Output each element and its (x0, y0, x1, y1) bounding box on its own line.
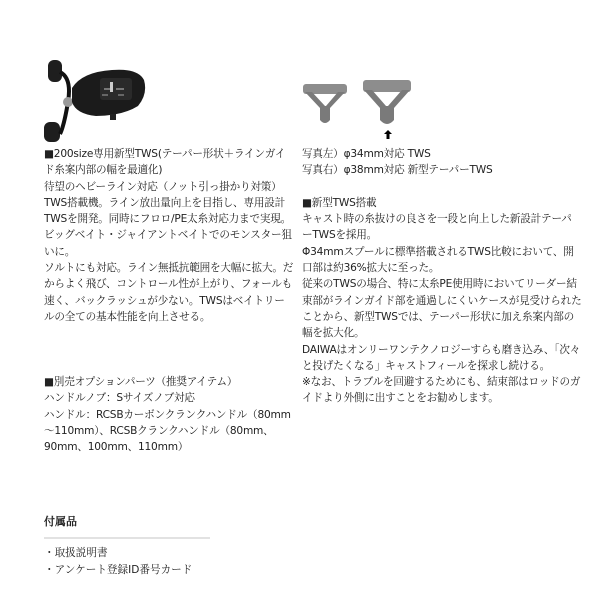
section-heading-options: ■別売オプションパーツ（推奨アイテム） (44, 376, 238, 389)
photo-caption-right: 写真右）φ38mm対応 新型テーパーTWS (302, 164, 493, 177)
body-text: ソルトにも対応。ライン無抵抗範囲を大幅に拡大。だからよく飛び、コントロール性が上がり、フォールも速く、バックラッシュが少ない。TWSはベイトリールの全ての基本性能を向上させる。 (44, 262, 294, 323)
body-text: キャスト時の糸抜けの良さを一段と向上した新設計テーパーTWSを採用。 (302, 213, 572, 242)
divider (44, 537, 210, 539)
body-text: Φ34mmスプールに標準搭載されるTWS比較において、開口部は約36%拡大に至った。 (302, 245, 574, 275)
body-text: 従来のTWSの場合、特に太糸PE使用時においてリーダー結束部がラインガイド部を通過しにくいケースが見受けられたことから、新型TWSでは、テーパー形状に加え糸案内部の幅を拡大化。 (302, 278, 582, 340)
body-text: ビッグベイト・ジャイアントベイトでのモンスター狙いに。 (44, 229, 292, 258)
photo-caption-left: 写真左）φ34mm対応 TWS (302, 148, 431, 160)
body-text: DAIWAはオンリーワンテクノロジーすらも磨き込み、「次々と投げたくなる」キャストフィールを探求し続ける。 (302, 343, 581, 372)
right-column (302, 146, 582, 407)
body-text: ハンドルノブ：Sサイズノブ対応 (44, 392, 195, 405)
body-text: ハンドル：RCSBカーボンクランクハンドル（80mm～110mm）、RCSBクランクハンドル（80mm、90mm、100mm、110mm） (44, 408, 291, 454)
accessories-title: 付属品 (44, 515, 77, 528)
section-heading-new-tws: ■新型TWS搭載 (302, 196, 377, 209)
accessory-item: ・取扱説明書 (44, 547, 108, 559)
body-text: 待望のヘビーライン対応（ノット引っ掛かり対策）TWS搭載機。ライン放出量向上を目指し、専用設計TWSを開発。同時にフロロ/PE太糸対応力まで実現。 (44, 180, 291, 226)
body-text: ※なお、トラブルを回避するためにも、結束部はロッドのガイドより外側に出すことをお勧めします。 (302, 376, 581, 405)
accessories-section (44, 513, 244, 579)
reel-image (42, 58, 160, 146)
section-heading-tws-200: ■200size専用新型TWS(テーパー形状＋ラインガイド糸案内部の幅を最適化) (44, 148, 286, 177)
left-column (44, 146, 294, 456)
accessory-item: ・アンケート登録ID番号カード (44, 564, 193, 576)
tws-comparison-image (300, 80, 420, 140)
